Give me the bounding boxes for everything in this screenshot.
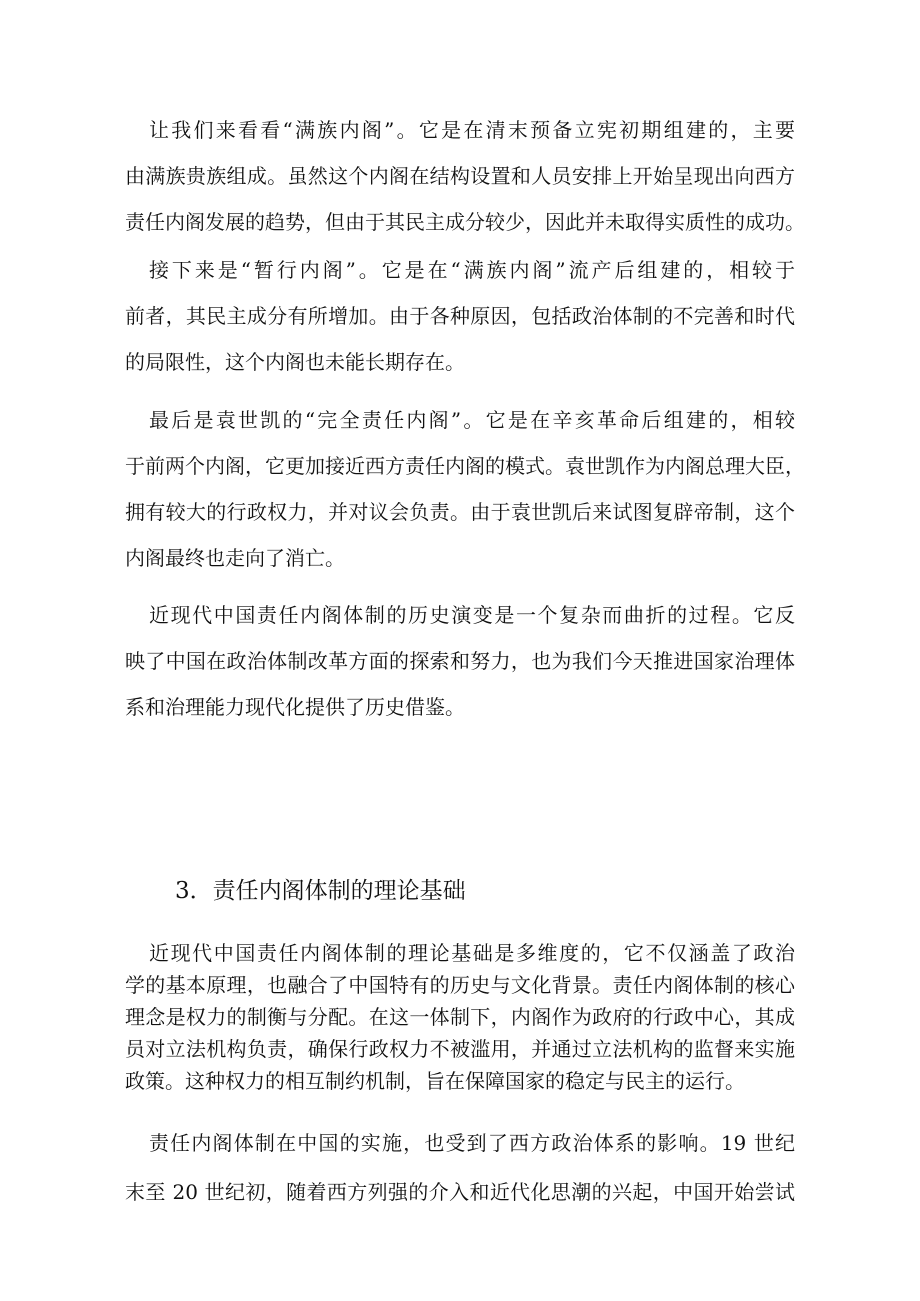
text-line: 近现代中国责任内阁体制的理论基础是多维度的，它不仅涵盖了政治 xyxy=(149,941,795,965)
text-line: 拥有较大的行政权力，并对议会负责。由于袁世凯后来试图复辟帝制，这个 xyxy=(125,500,795,524)
text-line: 接下来是“暂行内阁”。它是在“满族内阁”流产后组建的，相较于 xyxy=(149,258,795,282)
text-line: 责任内阁发展的趋势，但由于其民主成分较少，因此并未取得实质性的成功。 xyxy=(125,210,805,234)
text-line: 让我们来看看“满族内阁”。它是在清末预备立宪初期组建的，主要 xyxy=(149,118,795,142)
text-line: 责任内阁体制在中国的实施，也受到了西方政治体系的影响。19 世纪 xyxy=(149,1131,795,1155)
text-line: 员对立法机构负责，确保行政权力不被滥用，并通过立法机构的监督来实施 xyxy=(125,1037,795,1061)
text-line: 映了中国在政治体制改革方面的探索和努力，也为我们今天推进国家治理体 xyxy=(125,649,795,673)
text-line: 最后是袁世凯的“完全责任内阁”。它是在辛亥革命后组建的，相较 xyxy=(149,408,795,432)
text-line: 前者，其民主成分有所增加。由于各种原因，包括政治体制的不完善和时代 xyxy=(125,304,795,328)
text-line: 于前两个内阁，它更加接近西方责任内阁的模式。袁世凯作为内阁总理大臣， xyxy=(125,454,805,478)
text-line: 由满族贵族组成。虽然这个内阁在结构设置和人员安排上开始呈现出向西方 xyxy=(125,164,795,188)
text-line: 学的基本原理，也融合了中国特有的历史与文化背景。责任内阁体制的核心 xyxy=(125,973,795,997)
text-line: 的局限性，这个内阁也未能长期存在。 xyxy=(125,350,465,374)
text-line: 近现代中国责任内阁体制的历史演变是一个复杂而曲折的过程。它反 xyxy=(149,603,795,627)
text-line: 内阁最终也走向了消亡。 xyxy=(125,546,345,570)
text-line: 政策。这种权力的相互制约机制，旨在保障国家的稳定与民主的运行。 xyxy=(125,1069,745,1093)
section-heading: 3．责任内阁体制的理论基础 xyxy=(175,878,466,904)
text-line: 系和治理能力现代化提供了历史借鉴。 xyxy=(125,695,465,719)
text-line: 理念是权力的制衡与分配。在这一体制下，内阁作为政府的行政中心，其成 xyxy=(125,1005,795,1029)
text-line: 末至 20 世纪初，随着西方列强的介入和近代化思潮的兴起，中国开始尝试 xyxy=(125,1180,795,1204)
